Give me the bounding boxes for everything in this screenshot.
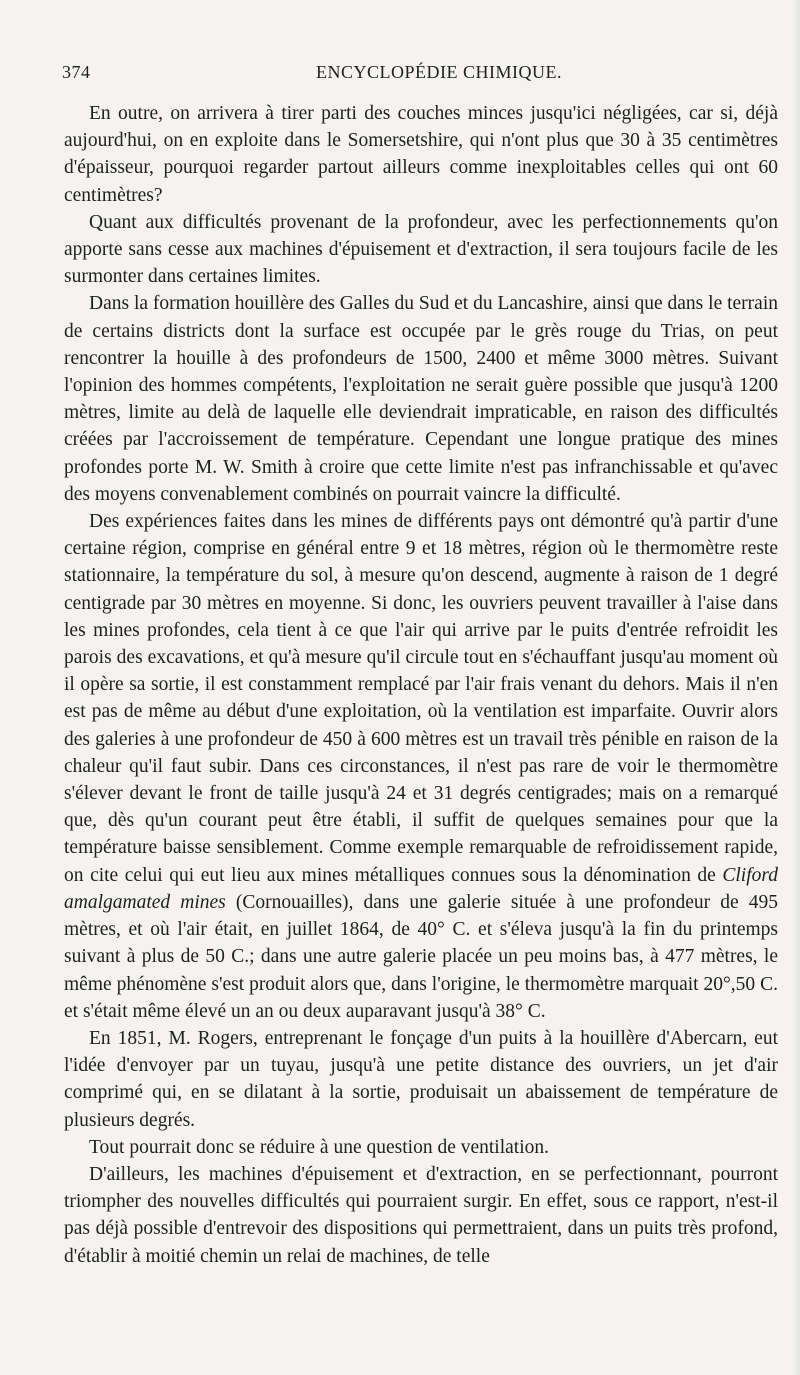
paragraph-depth-difficulties: Quant aux difficultés provenant de la profondeur, avec les perfectionnements qu'on apporte sans cesse aux machines d'épuisement et d'extraction, il sera toujours facile de les surmonter dans certaines limites. bbox=[64, 211, 778, 288]
paragraph-temperature-text-end: (Cornouailles), dans une galerie située à une profondeur de 495 mètres, et où l'air était, en juillet 1864, de 40° C. et s'éleva jusqu'à la fin du printemps suivant à plus de 50 C.; dans une autre galerie placée un peu moins bas, à 477 mètres, le même phénomène s'est produit alors que, dans l'origine, le thermomètre marquait 20°,50 C. et s'était même élevé un an ou deux auparavant jusqu'à 38° C. bbox=[64, 891, 779, 1022]
paragraph-compressed-air: En 1851, M. Rogers, entreprenant le fonçage d'un puits à la houillère d'Abercarn, eut l'idée d'envoyer par un tuyau, jusqu'à une petite distance des ouvriers, un jet d'air comprimé qui, en se dilatant à la sortie, produisait un abaissement de température de plusieurs degrés. bbox=[64, 1027, 778, 1131]
paragraph-thin-seams: En outre, on arrivera à tirer parti des couches minces jusqu'ici négligées, car si, déjà aujourd'hui, on en exploite dans le Somersetshire, qui n'ont plus que 30 à 35 centimètres d'épaisseur, pourquoi regarder partout ailleurs comme inexploitables celles qui ont 60 centimètres? bbox=[64, 103, 778, 206]
paragraph-temperature-text-start: Des expériences faites dans les mines de différents pays ont démontré qu'à partir d'une certaine région, comprise en général entre 9 et 18 mètres, région où le thermomètre reste stationnaire, la température du sol, à mesure qu'on descend, augmente à raison de 1 degré centigrade par 30 mètres en moyenne. Si donc, les ouvriers peuvent travailler à l'aise dans les mines profondes, cela tient à ce que l'air qui arrive par le puits d'entrée refroidit les parois des excavations, et qu'à mesure qu'il circule tout en s'échauffant jusqu'au moment où il opère sa sortie, il est constamment remplacé par l'air frais venant du dehors. Mais il n'en est pas de même au début d'une exploitation, où la ventilation est imparfaite. Ouvrir alors des galeries à une profondeur de 450 à 600 mètres est un travail très pénible en raison de la chaleur qu'il faut subir. Dans ces circonstances, il n'est pas rare de voir le thermomètre s'élever devant le front de taille jusqu'à 24 et 31 degrés centigrades; mais on a remarqué que, dès qu'un courant peut être établi, il suffit de quelques semaines pour que la température baisse sensiblement. Comme exemple remarquable de refroidissement rapide, on cite celui qui eut lieu aux mines métalliques connues sous la dénomination de bbox=[64, 511, 778, 886]
paragraph-ventilation: Tout pourrait donc se réduire à une question de ventilation. bbox=[89, 1136, 550, 1158]
running-head bbox=[64, 62, 778, 90]
running-title: ENCYCLOPÉDIE CHIMIQUE. bbox=[316, 62, 562, 82]
page-edge-shadow bbox=[792, 0, 800, 1375]
paragraph-machines: D'ailleurs, les machines d'épuisement et d'extraction, en se perfectionnant, pourront triompher des nouvelles difficultés qui pourraient surgir. En effet, sous ce rapport, n'est-il pas déjà possible d'entrevoir des dispositions qui permettraient, dans un puits très profond, d'établir à moitié chemin un relai de machines, de telle bbox=[64, 1163, 778, 1267]
body-text bbox=[64, 100, 778, 1270]
paragraph-coal-depths: Dans la formation houillère des Galles du Sud et du Lancashire, ainsi que dans le terrain de certains districts dont la surface est occupée par le grès rouge du Trias, on peut rencontrer la houille à des profondeurs de 1500, 2400 et même 3000 mètres. Suivant l'opinion des hommes compétents, l'exploitation ne serait guère possible que jusqu'à 1200 mètres, limite au delà de laquelle elle deviendrait impraticable, en raison des difficultés créées par l'accroissement de température. Cependant une longue pratique des mines profondes porte M. W. Smith à croire que cette limite n'est pas infranchissable et qu'avec des moyens convenablement combinés on pourrait vaincre la difficulté. bbox=[64, 293, 778, 505]
page-number: 374 bbox=[62, 62, 91, 82]
mine-name-italic: Cliford amalgamated mines bbox=[64, 864, 778, 913]
paragraph-temperature-experiments bbox=[64, 508, 778, 1025]
